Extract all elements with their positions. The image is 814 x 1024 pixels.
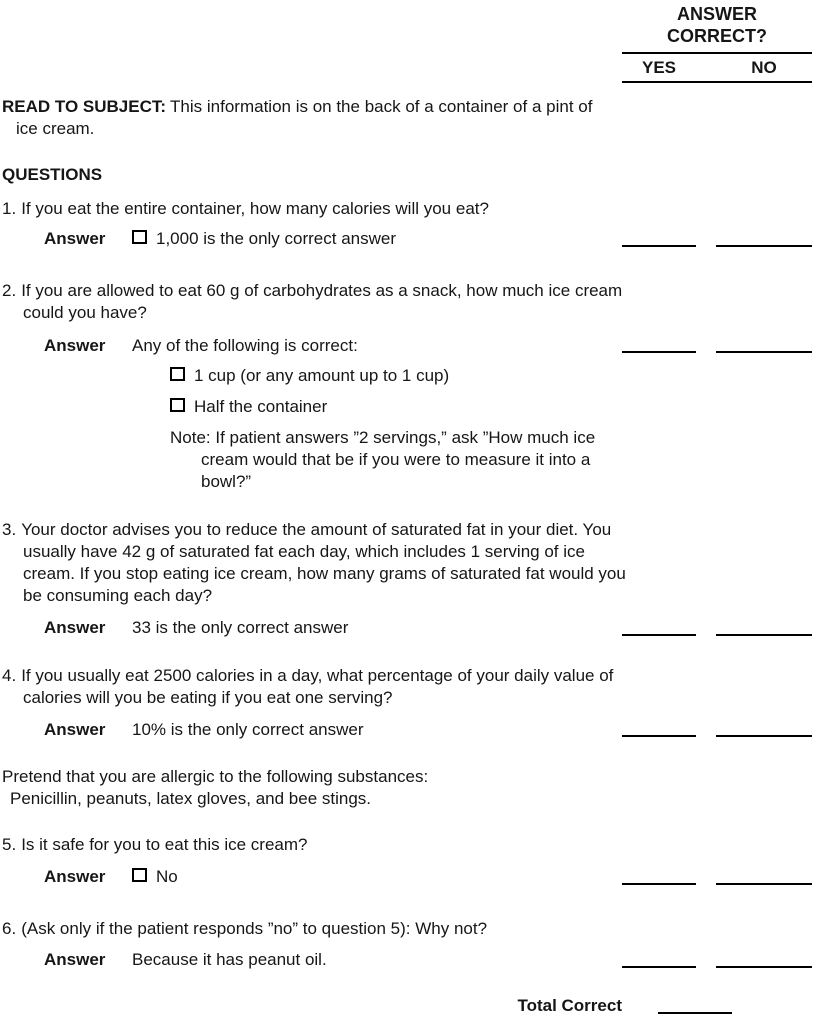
question-6-yes-blank[interactable] [622,954,696,968]
read-to-subject-text: This information is on the back of a container of a pint of ice cream. [16,97,593,139]
question-2 [2,280,814,493]
question-2-option-2-text: Half the container [194,397,328,417]
allergy-statement [2,766,602,810]
question-4-score-blanks [622,723,812,740]
question-6-number: 6. [2,919,17,939]
question-5-text [2,834,627,856]
question-3-answer-line [2,617,622,639]
question-6-score-blanks [622,954,812,971]
question-4-answer-text: 10% is the only correct answer [132,719,364,739]
read-to-subject-label: READ TO SUBJECT: [2,97,167,117]
question-2-yes-blank[interactable] [622,339,696,353]
question-4-answer-row [2,719,814,741]
question-6-answer-line [2,949,622,971]
question-3-score-blanks [622,622,812,639]
answer-label: Answer [44,228,106,248]
question-2-options [170,365,814,418]
question-4-text [2,665,627,709]
question-2-answer-row [2,335,814,357]
checkbox-icon[interactable] [132,868,147,882]
question-3-number: 3. [2,520,17,540]
question-4-no-blank[interactable] [716,723,812,737]
question-6-answer-text: Because it has peanut oil. [132,950,327,970]
question-3-body: Your doctor advises you to reduce the amount of saturated fat in your diet. You usually have 42 g of saturated fat each day, which includes 1 serving of ice cream. If you stop eating ice cream, how many grams of saturated fat would you be consuming each day? [21,520,626,605]
question-2-body: If you are allowed to eat 60 g of carbohydrates as a snack, how much ice cream could you have? [21,280,623,322]
answer-label: Answer [44,950,106,970]
question-2-answer-line [2,335,622,357]
question-5-body: Is it safe for you to eat this ice cream? [21,835,308,855]
question-1-yes-blank[interactable] [622,233,696,247]
score-header-title-line2: CORRECT? [667,25,767,46]
question-4-answer-line [2,719,622,741]
question-6-body: (Ask only if the patient responds ”no” to question 5): Why not? [21,919,488,939]
question-1-no-blank[interactable] [716,233,812,247]
question-6 [2,918,814,971]
allergy-statement-line2: Penicillin, peanuts, latex gloves, and bee stings. [10,789,372,809]
answer-label: Answer [44,719,106,739]
question-3-yes-blank[interactable] [622,622,696,636]
question-2-text [2,280,627,324]
question-6-answer-row [2,949,814,971]
question-6-text [2,918,627,940]
checkbox-icon[interactable] [170,367,185,381]
question-4 [2,665,814,741]
question-1-text [2,198,627,220]
question-3-answer-row [2,617,814,639]
question-5-no-blank[interactable] [716,871,812,885]
question-5-answer-row [2,866,814,888]
score-header [622,4,812,83]
question-5-number: 5. [2,835,17,855]
question-2-option-1-text: 1 cup (or any amount up to 1 cup) [194,366,450,386]
question-2-option-1 [170,365,814,387]
score-header-title [622,4,812,54]
checkbox-icon[interactable] [132,230,147,244]
yes-column-header: YES [641,58,677,78]
score-columns [622,54,812,83]
allergy-statement-line1: Pretend that you are allergic to the following substances: [2,767,429,787]
question-5-score-blanks [622,871,812,888]
question-5 [2,834,814,888]
question-1-answer-text: 1,000 is the only correct answer [156,228,397,248]
question-2-note: Note: If patient answers ”2 servings,” ask ”How much ice cream would that be if you were to measure it into a bowl?” [170,428,596,492]
questions-heading: QUESTIONS [2,164,103,184]
score-header-title-line1: ANSWER [677,4,757,24]
question-6-no-blank[interactable] [716,954,812,968]
question-4-yes-blank[interactable] [622,723,696,737]
total-correct-row [2,995,814,1017]
question-1 [2,198,814,250]
question-1-number: 1. [2,198,17,218]
answer-label: Answer [44,867,106,887]
question-3-text [2,519,627,607]
answer-label: Answer [44,335,106,355]
question-3-no-blank[interactable] [716,622,812,636]
read-to-subject [2,96,616,140]
question-3-answer-text: 33 is the only correct answer [132,617,349,637]
question-1-answer-row [2,228,814,250]
question-1-body: If you eat the entire container, how many calories will you eat? [21,198,489,218]
question-2-score-blanks [622,339,812,356]
question-5-yes-blank[interactable] [622,871,696,885]
no-column-header: NO [751,58,777,78]
question-3 [2,519,814,639]
question-1-answer-line [2,228,622,250]
question-2-answer-intro: Any of the following is correct: [132,335,358,355]
total-correct-blank[interactable] [658,1000,732,1014]
question-4-body: If you usually eat 2500 calories in a day, what percentage of your daily value of calories will you be eating if you eat one serving? [21,665,614,707]
question-1-score-blanks [622,233,812,250]
question-5-answer-line [2,866,622,888]
question-4-number: 4. [2,665,17,685]
total-correct-blanks [658,1000,814,1017]
question-2-no-blank[interactable] [716,339,812,353]
question-2-option-2 [170,396,814,418]
answer-label: Answer [44,617,106,637]
question-5-answer-text: No [156,867,178,887]
total-correct-label: Total Correct [517,996,622,1015]
question-2-number: 2. [2,280,17,300]
checkbox-icon[interactable] [170,398,185,412]
